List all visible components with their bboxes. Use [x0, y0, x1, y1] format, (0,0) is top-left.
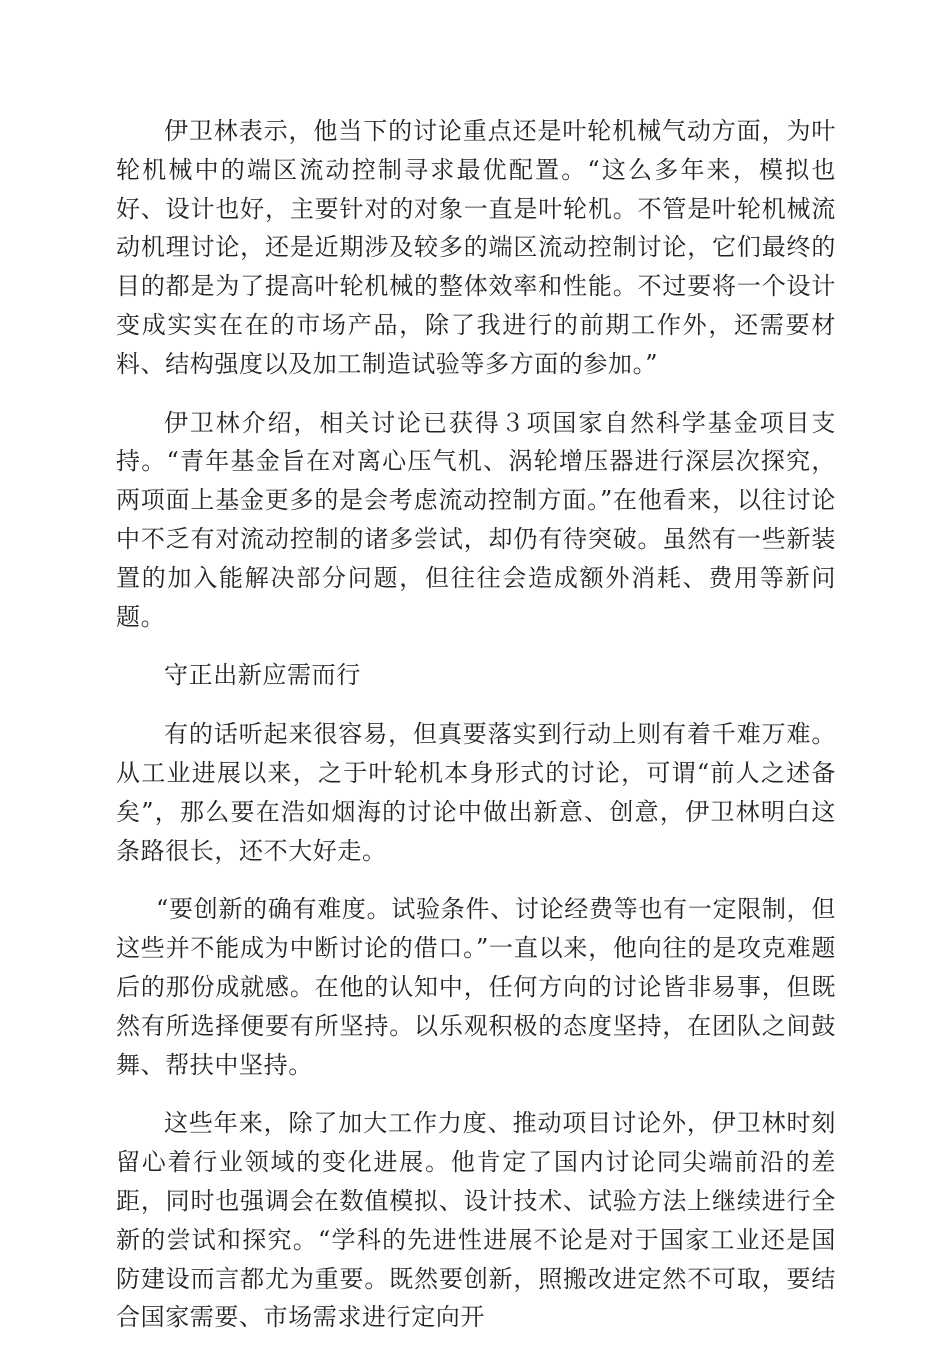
paragraph-3: 有的话听起来很容易，但真要落实到行动上则有着千难万难。从工业进展以来，之于叶轮机本身形式的讨论，可谓“前人之述备矣”，那么要在浩如烟海的讨论中做出新意、创意，伊卫林明白这条路很长，还不大好走。 [116, 720, 836, 865]
document-body [116, 112, 836, 1357]
paragraph-4: “要创新的确有难度。试验条件、讨论经费等也有一定限制，但这些并不能成为中断讨论的借口。”一直以来，他向往的是攻克难题后的那份成就感。在他的认知中，任何方向的讨论皆非易事，但既然有所选择便要有所坚持。以乐观积极的态度坚持，在团队之间鼓舞、帮扶中坚持。 [116, 895, 836, 1079]
section-heading: 守正出新应需而行 [164, 661, 361, 690]
paragraph-5: 这些年来，除了加大工作力度、推动项目讨论外，伊卫林时刻留心着行业领域的变化进展。他肯定了国内讨论同尖端前沿的差距，同时也强调会在数值模拟、设计技术、试验方法上继续进行全新的尝试和探究。“学科的先进性进展不论是对于国家工业还是国防建设而言都尤为重要。既然要创新，照搬改进定然不可取，要结合国家需要、市场需求进行定向开 [116, 1109, 836, 1332]
paragraph-1: 伊卫林表示，他当下的讨论重点还是叶轮机械气动方面，为叶轮机械中的端区流动控制寻求最优配置。“这么多年来，模拟也好、设计也好，主要针对的对象一直是叶轮机。不管是叶轮机械流动机理讨论，还是近期涉及较多的端区流动控制讨论，它们最终的目的都是为了提高叶轮机械的整体效率和性能。不过要将一个设计变成实实在在的市场产品，除了我进行的前期工作外，还需要材料、结构强度以及加工制造试验等多方面的参加。” [116, 117, 836, 378]
paragraph-2: 伊卫林介绍，相关讨论已获得３项国家自然科学基金项目支持。“青年基金旨在对离心压气机、涡轮增压器进行深层次探究，两项面上基金更多的是会考虑流动控制方面。”在他看来，以往讨论中不乏有对流动控制的诸多尝试，却仍有待突破。虽然有一些新装置的加入能解决部分问题，但往往会造成额外消耗、费用等新问题。 [116, 408, 836, 631]
